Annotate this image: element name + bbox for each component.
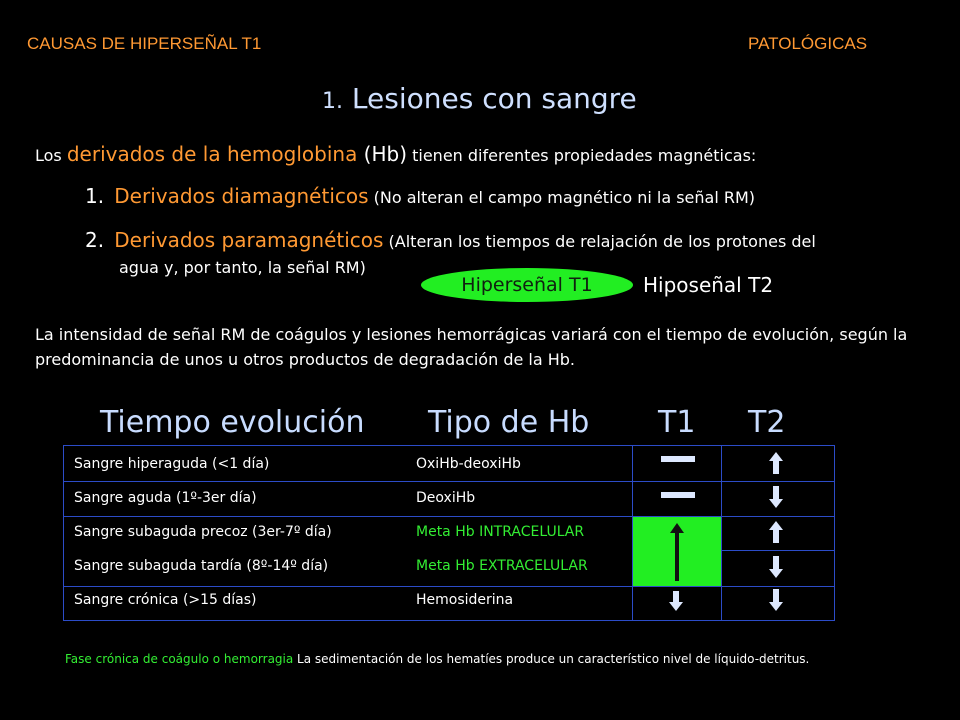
t1-isointense-dash — [661, 492, 695, 498]
row-divider — [721, 550, 834, 551]
list-term-1: Derivados diamagnéticos — [114, 184, 369, 208]
explanation-paragraph: La intensidad de señal RM de coágulos y lesiones hemorrágicas variará con el tiempo de evolución, según la predominancia de unos u otros productos de degradación de la Hb. — [35, 325, 908, 369]
row-2-tipo: DeoxiHb — [416, 490, 476, 506]
row-divider — [64, 516, 834, 517]
slide-category: CAUSAS DE HIPERSEÑAL T1 — [27, 34, 262, 53]
t2-down-arrow-icon — [769, 556, 783, 578]
row-4-tiempo: Sangre subaguda tardía (8º-14º día) — [74, 558, 329, 574]
section-title-text: Lesiones con sangre — [351, 82, 637, 115]
footer-text: La sedimentación de los hematíes produce un característico nivel de líquido-detritus. — [293, 652, 810, 666]
row-1-tipo: OxiHb-deoxiHb — [416, 456, 521, 472]
footer-note — [65, 652, 809, 666]
row-3-tiempo: Sangre subaguda precoz (3er-7º día) — [74, 524, 332, 540]
list-number-2: 2. — [85, 228, 105, 252]
list-item-diamagnetic — [85, 184, 755, 208]
row-4-tipo: Meta Hb EXTRACELULAR — [416, 558, 588, 574]
list-item-paramagnetic — [85, 228, 816, 252]
row-2-tiempo: Sangre aguda (1º-3er día) — [74, 490, 257, 506]
blood-evolution-table — [63, 445, 835, 621]
intro-abbr: (Hb) — [357, 142, 408, 166]
hypointense-t2-label: Hiposeñal T2 — [643, 273, 774, 297]
section-title — [322, 82, 637, 115]
list-desc-2: (Alteran los tiempos de relajación de los protones del — [383, 232, 816, 251]
intro-pre: Los — [35, 146, 67, 165]
row-divider — [64, 481, 834, 482]
header-t1: T1 — [658, 405, 696, 440]
list-number-1: 1. — [85, 184, 105, 208]
header-tiempo: Tiempo evolución — [100, 405, 365, 440]
row-divider — [64, 586, 834, 587]
intro-highlight: derivados de la hemoglobina — [66, 142, 358, 166]
list-desc-2-continued: agua y, por tanto, la señal RM) — [119, 258, 366, 277]
header-tipo: Tipo de Hb — [428, 405, 590, 440]
intro-sentence — [35, 142, 756, 166]
t1-up-arrow-icon — [670, 523, 684, 581]
intro-post: tienen diferentes propiedades magnéticas: — [407, 146, 757, 165]
header-t2: T2 — [748, 405, 786, 440]
row-5-tipo: Hemosiderina — [416, 592, 514, 608]
list-desc-1: (No alteran el campo magnético ni la señal RM) — [368, 188, 756, 207]
list-term-2: Derivados paramagnéticos — [114, 228, 384, 252]
hyperintense-t1-badge: Hiperseñal T1 — [421, 268, 633, 302]
t2-up-arrow-icon — [769, 452, 783, 474]
t2-up-arrow-icon — [769, 521, 783, 543]
slide-subcategory: PATOLÓGICAS — [748, 34, 868, 53]
col-divider — [721, 446, 722, 620]
section-number: 1. — [322, 89, 343, 114]
footer-label: Fase crónica de coágulo o hemorragia — [65, 652, 294, 666]
col-divider — [632, 446, 633, 620]
t1-isointense-dash — [661, 456, 695, 462]
row-1-tiempo: Sangre hiperaguda (<1 día) — [74, 456, 270, 472]
t2-down-arrow-icon — [769, 486, 783, 508]
row-3-tipo: Meta Hb INTRACELULAR — [416, 524, 585, 540]
t2-down-arrow-icon — [769, 589, 783, 611]
t1-down-arrow-icon — [669, 591, 683, 611]
row-5-tiempo: Sangre crónica (>15 días) — [74, 592, 257, 608]
